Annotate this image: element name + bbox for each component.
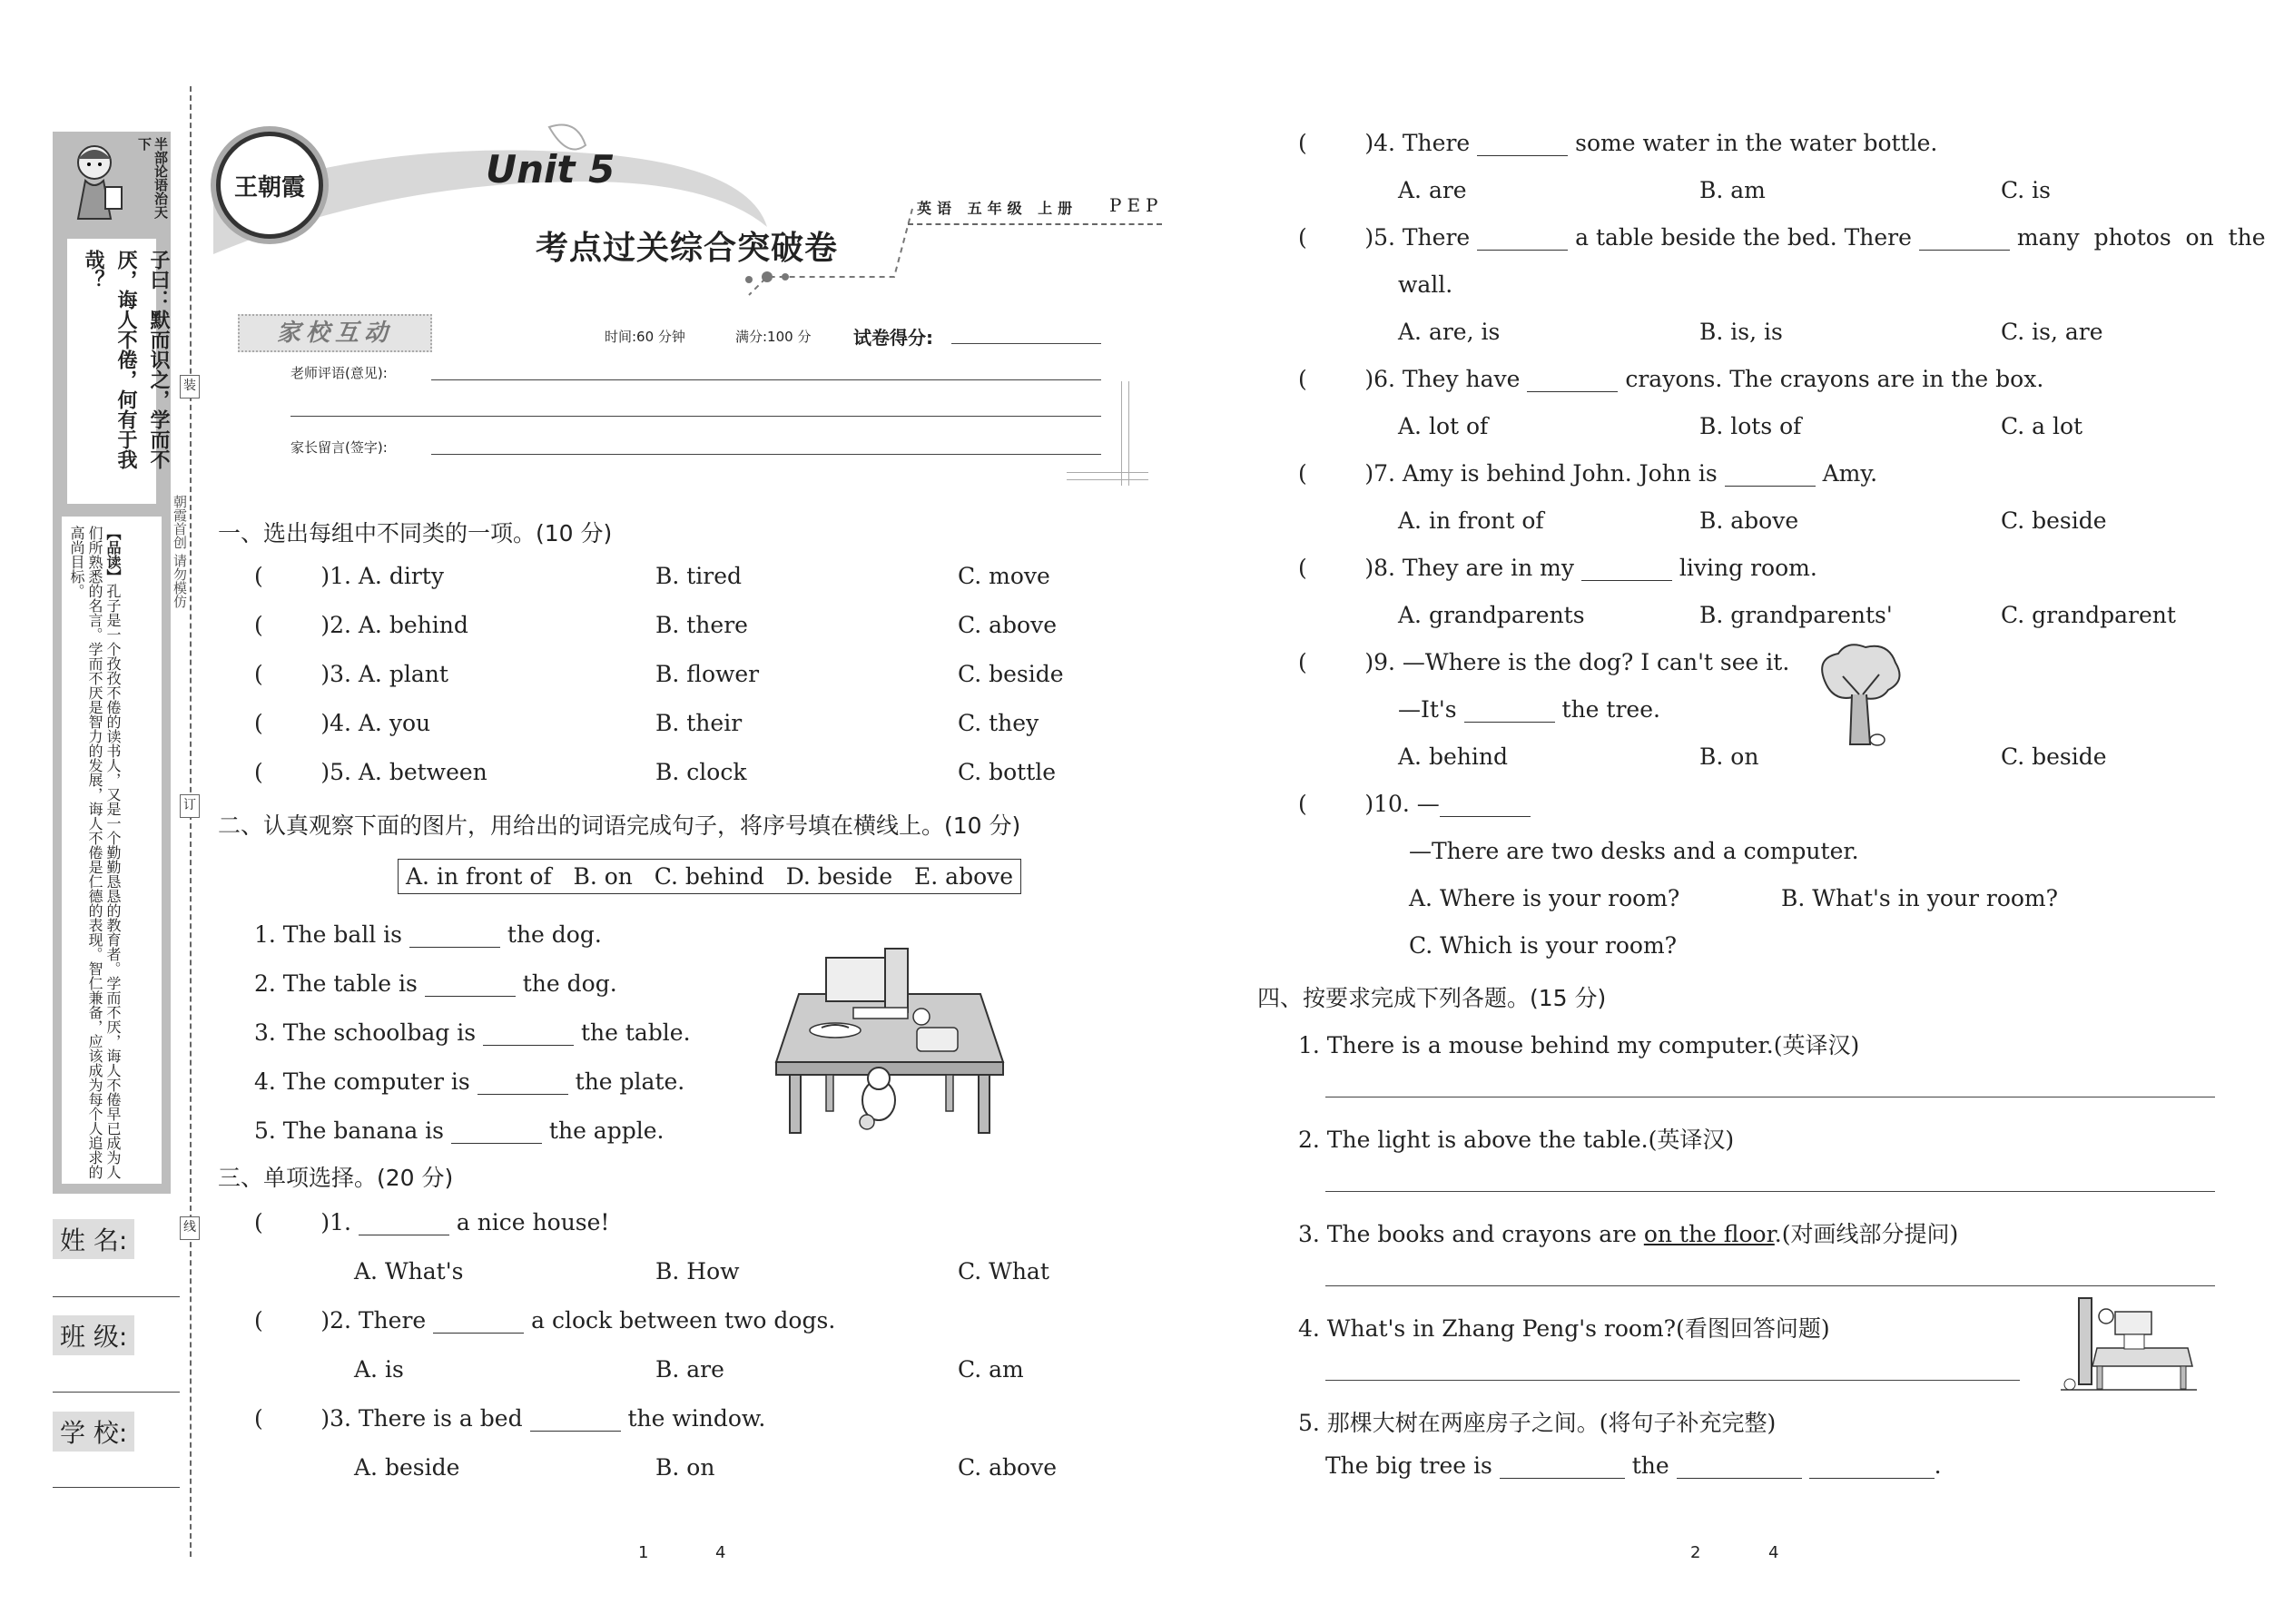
paper-subtitle: 考点过关综合突破卷 (536, 229, 839, 267)
fill-item-3 (254, 1019, 691, 1046)
fill-blank[interactable] (1440, 794, 1531, 817)
answer-line-3[interactable] (1325, 1285, 2215, 1286)
fill-blank[interactable] (1527, 369, 1618, 392)
home-school-text: 家校互动 (276, 320, 393, 347)
answer-bracket[interactable]: ( (254, 1209, 321, 1235)
right-page-number: 2 (1690, 1543, 1701, 1562)
header-deco-lines (1067, 381, 1148, 486)
pep-label: PEP (1109, 194, 1164, 216)
confucius-quote: 子曰：默而识之，学而不厌，诲人不倦，何有于我哉？ (82, 250, 170, 469)
edition-label: 英语 五年级 上册 (917, 200, 1078, 217)
question-suffix: a clock between two dogs. (531, 1307, 836, 1334)
option-a: )3. A. plant (320, 661, 448, 687)
list-item (254, 710, 430, 736)
word-bank: A. in front of B. on C. behind D. beside E. above (398, 859, 1021, 894)
score-label: 试卷得分: (853, 327, 933, 349)
fill-blank[interactable] (483, 1023, 574, 1046)
mc-question-10 (1298, 791, 1531, 817)
fill-item-2 (254, 970, 617, 997)
answer-bracket[interactable]: ( (254, 661, 321, 687)
fill-suffix: the table. (580, 1019, 691, 1046)
option-a: A. in front of (1398, 507, 1544, 534)
question-suffix: some water in the water bottle. (1575, 130, 1938, 156)
option-b: B. tired (655, 563, 743, 589)
school-field[interactable] (53, 1487, 180, 1488)
task-1: 1. There is a mouse behind my computer.(英译汉) (1298, 1032, 1860, 1058)
option-a: A. What's (354, 1258, 464, 1284)
option-c: C. beside (2001, 507, 2107, 534)
option-a: A. lot of (1398, 413, 1489, 439)
left-page-total: 4 (715, 1543, 726, 1562)
fill-blank[interactable] (1500, 1456, 1625, 1479)
parent-comment-line[interactable] (431, 454, 1101, 455)
fill-blank[interactable] (1809, 1456, 1935, 1479)
teacher-comment-line-2[interactable] (290, 416, 1101, 417)
answer-line-2[interactable] (1325, 1191, 2215, 1192)
logo (216, 132, 323, 239)
question-prefix: —It's (1398, 696, 1457, 723)
question-suffix: the tree. (1561, 696, 1660, 723)
name-field[interactable] (53, 1296, 180, 1297)
option-b: B. is, is (1699, 319, 1783, 345)
fill-blank[interactable] (425, 974, 516, 997)
option-c: C. above (958, 1454, 1058, 1481)
fill-blank[interactable] (1477, 133, 1568, 156)
table-scene-illustration (772, 944, 1008, 1135)
option-c: C. beside (2001, 743, 2107, 770)
option-a: )1. A. dirty (320, 563, 444, 589)
task-2: 2. The light is above the table.(英译汉) (1298, 1127, 1735, 1153)
mc-question-6 (1298, 366, 2043, 392)
option-a: A. grandparents (1398, 602, 1585, 628)
question-stem: )1. (320, 1209, 351, 1235)
home-school-banner (238, 314, 432, 352)
fill-blank[interactable] (359, 1213, 449, 1235)
option-b: B. lots of (1699, 413, 1802, 439)
mc-question-4 (1298, 130, 1937, 156)
question-stem: )7. Amy is behind John. John is (1364, 460, 1718, 487)
fill-item-5 (254, 1117, 664, 1144)
fill-blank[interactable] (1477, 228, 1568, 251)
confucius-illustration (58, 137, 131, 228)
logo-text: 王朝霞 (233, 174, 305, 202)
parent-comment-label: 家长留言(签字): (290, 439, 388, 456)
fill-prefix: 4. The computer is (254, 1068, 470, 1095)
cut-line (190, 86, 192, 1557)
answer-bracket[interactable]: ( (254, 1307, 321, 1334)
school-label: 学 校: (53, 1412, 134, 1452)
option-b: B. their (655, 710, 743, 736)
question-middle: a table beside the bed. There (1575, 224, 1912, 251)
answer-bracket[interactable]: ( (1298, 555, 1365, 581)
option-b: B. clock (655, 759, 747, 785)
list-item (254, 759, 487, 785)
section4-title: 四、按要求完成下列各题。(15 分) (1257, 985, 1607, 1011)
fill-blank[interactable] (451, 1121, 542, 1144)
unit-title: Unit 5 (486, 147, 615, 192)
cut-mark-3: 线 (180, 1216, 200, 1240)
question-stem: )3. There is a bed (320, 1405, 523, 1432)
option-c: C. bottle (958, 759, 1057, 785)
answer-bracket[interactable]: ( (1298, 130, 1365, 156)
fill-blank[interactable] (1464, 700, 1555, 723)
sidebar-motto: 半部论语治天下 (136, 137, 169, 219)
option-b: B. am (1699, 177, 1766, 203)
task-4: 4. What's in Zhang Peng's room?(看图回答问题) (1298, 1315, 1830, 1342)
answer-bracket[interactable]: ( (1298, 460, 1365, 487)
option-b: B. flower (655, 661, 760, 687)
option-a: A. beside (354, 1454, 460, 1481)
option-b: B. are (655, 1356, 724, 1383)
mc-question-2 (254, 1307, 835, 1334)
sentence-middle: the (1631, 1452, 1669, 1479)
name-label: 姓 名: (53, 1219, 134, 1259)
fill-suffix: the apple. (548, 1117, 665, 1144)
mc-question-3 (254, 1405, 765, 1432)
option-c: C. above (958, 612, 1058, 638)
cut-mark-1: 装 (180, 375, 200, 399)
option-c: C. is, are (2001, 319, 2103, 345)
section2-title: 二、认真观察下面的图片，用给出的词语完成句子，将序号填在横线上。(10 分) (218, 812, 1021, 839)
question-suffix: Amy. (1822, 460, 1878, 487)
fill-item-1 (254, 921, 602, 948)
answer-bracket[interactable]: ( (1298, 224, 1365, 251)
option-a: A. behind (1398, 743, 1508, 770)
sidebar (53, 132, 171, 1194)
option-b: B. grandparents' (1699, 602, 1893, 628)
question-suffix: a nice house! (456, 1209, 610, 1235)
reading-label: 【品读】 (104, 526, 122, 584)
teacher-comment-label: 老师评语(意见): (290, 365, 388, 381)
quote-box (67, 239, 170, 504)
fill-blank[interactable] (1677, 1456, 1802, 1479)
option-c: C. is (2001, 177, 2051, 203)
answer-bracket[interactable]: ( (1298, 649, 1365, 675)
list-item (254, 612, 468, 638)
mc-question-5 (1298, 224, 2266, 251)
fill-item-4 (254, 1068, 684, 1095)
class-field[interactable] (53, 1392, 180, 1393)
answer-bracket[interactable]: ( (254, 563, 321, 589)
task-5: 5. 那棵大树在两座房子之间。(将句子补充完整) (1298, 1410, 1777, 1436)
question-stem: )9. —Where is the dog? I can't see it. (1364, 649, 1790, 675)
reading-text (67, 526, 122, 1179)
question-second-line (1398, 696, 1660, 723)
left-page-number: 1 (638, 1543, 649, 1562)
question-stem: )8. They are in my (1364, 555, 1574, 581)
reading-content: 孔子是一个孜孜不倦的读书人，又是一个勤勤恳恳的教育者。学而不厌，诲人不倦早已成为人们所熟悉的名言。学而不厌是智力的发展，诲人不倦是仁德的表现。智仁兼备，应该成为每个人追求的高尚目标。 (68, 526, 122, 1179)
question-suffix: the window. (627, 1405, 766, 1432)
question-stem: )5. There (1364, 224, 1471, 251)
question-suffix: living room. (1679, 555, 1817, 581)
room-illustration (2061, 1294, 2197, 1393)
mc-question-8 (1298, 555, 1817, 581)
underlined-phrase: on the floor (1643, 1221, 1775, 1247)
answer-bracket[interactable]: ( (254, 1405, 321, 1432)
mc-question-9 (1298, 649, 1789, 675)
question-stem: )2. There (320, 1307, 427, 1334)
question-second-line: —There are two desks and a computer. (1409, 838, 1859, 864)
question-suffix: many photos on the (2016, 224, 2266, 251)
cut-mark-2: 订 (180, 794, 200, 818)
answer-line-4[interactable] (1325, 1380, 2020, 1381)
task-3 (1298, 1216, 1958, 1249)
tree-illustration (1816, 640, 1906, 749)
fill-suffix: the dog. (507, 921, 602, 948)
fill-blank[interactable] (1581, 558, 1672, 581)
reading-box (62, 517, 162, 1184)
option-c: C. a lot (2001, 413, 2083, 439)
option-c: C. am (958, 1356, 1024, 1383)
task-instruction: .(对画线部分提问) (1774, 1221, 1959, 1247)
full-score-info: 满分:100 分 (735, 329, 812, 345)
answer-bracket[interactable]: ( (254, 710, 321, 736)
option-b: B. there (655, 612, 748, 638)
option-a: )2. A. behind (320, 612, 468, 638)
option-c: C. move (958, 563, 1050, 589)
fill-prefix: 1. The ball is (254, 921, 402, 948)
answer-bracket[interactable]: ( (1298, 366, 1365, 392)
time-info: 时间:60 分钟 (605, 329, 685, 345)
option-c: C. grandparent (2001, 602, 2176, 628)
answer-bracket[interactable]: ( (254, 759, 321, 785)
list-item (254, 661, 448, 687)
option-a: A. is (354, 1356, 404, 1383)
option-c: C. Which is your room? (1409, 932, 1678, 959)
option-b: B. on (1699, 743, 1759, 770)
question-stem: )10. — (1364, 791, 1440, 817)
fill-prefix: 2. The table is (254, 970, 418, 997)
question-suffix: crayons. The crayons are in the box. (1625, 366, 2044, 392)
fill-suffix: the dog. (522, 970, 617, 997)
fill-blank[interactable] (478, 1072, 568, 1095)
sentence-prefix: The big tree is (1325, 1452, 1492, 1479)
answer-bracket[interactable]: ( (254, 612, 321, 638)
option-b: B. What's in your room? (1781, 885, 2059, 911)
mc-question-7 (1298, 460, 1877, 487)
section1-title: 一、选出每组中不同类的一项。(10 分) (218, 520, 613, 546)
fill-blank[interactable] (409, 925, 500, 948)
sentence-end: . (1934, 1452, 1942, 1479)
question-stem: )6. They have (1364, 366, 1521, 392)
option-c: C. What (958, 1258, 1049, 1284)
option-a: A. are (1398, 177, 1467, 203)
mc-question-1 (254, 1209, 609, 1235)
question-continuation: wall. (1398, 271, 1453, 298)
edition-underline (908, 223, 1162, 225)
task-prefix: 3. The books and crayons are (1298, 1221, 1644, 1247)
score-field[interactable] (951, 343, 1101, 344)
option-b: B. above (1699, 507, 1799, 534)
fill-blank[interactable] (433, 1311, 524, 1334)
right-page-total: 4 (1768, 1543, 1779, 1562)
fill-prefix: 5. The banana is (254, 1117, 445, 1144)
option-a: A. Where is your room? (1409, 885, 1680, 911)
teacher-comment-line-1[interactable] (431, 379, 1101, 380)
option-a: )5. A. between (320, 759, 487, 785)
option-b: B. How (655, 1258, 740, 1284)
class-label: 班 级: (53, 1315, 134, 1355)
option-a: A. are, is (1398, 319, 1501, 345)
option-b: B. on (655, 1454, 715, 1481)
fill-prefix: 3. The schoolbag is (254, 1019, 477, 1046)
question-stem: )4. There (1364, 130, 1471, 156)
option-c: C. beside (958, 661, 1064, 687)
task-5-sentence (1325, 1452, 1942, 1479)
fill-suffix: the plate. (575, 1068, 685, 1095)
list-item (254, 563, 444, 589)
option-c: C. they (958, 710, 1039, 736)
answer-bracket[interactable]: ( (1298, 791, 1365, 817)
fill-blank[interactable] (1725, 464, 1816, 487)
fill-blank[interactable] (1919, 228, 2010, 251)
section3-title: 三、单项选择。(20 分) (218, 1165, 454, 1191)
option-a: )4. A. you (320, 710, 431, 736)
copyright-note: 朝霞首创 请勿模仿 (172, 495, 188, 608)
fill-blank[interactable] (530, 1409, 621, 1432)
